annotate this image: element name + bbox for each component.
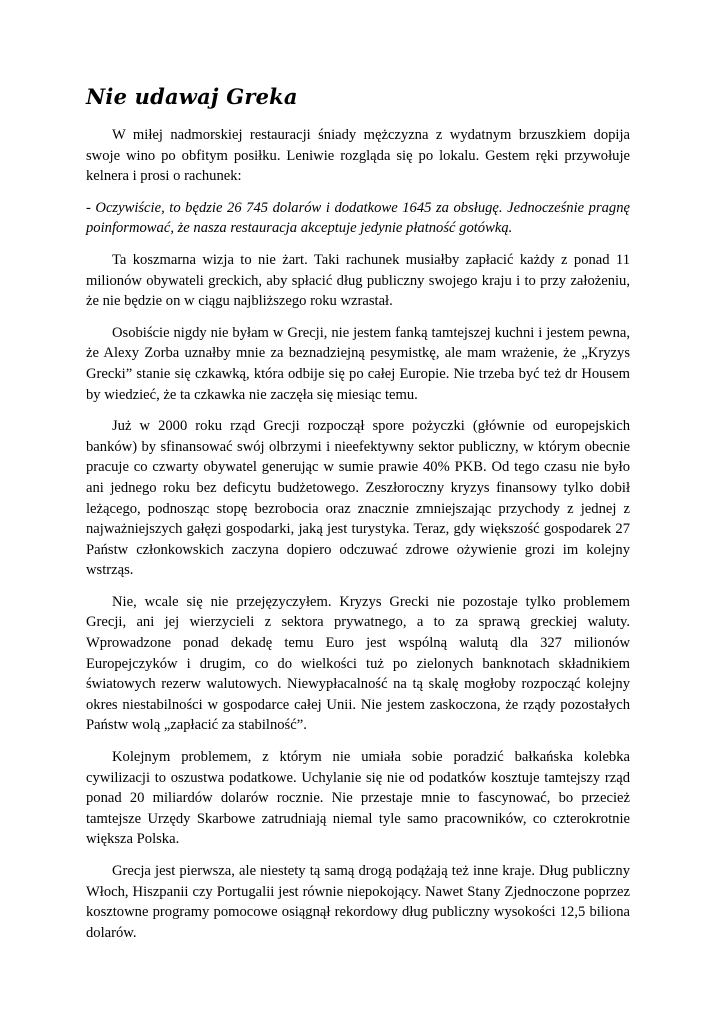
article-title: Nie udawaj Greka [86, 84, 298, 109]
paragraph-intro: W miłej nadmorskiej restauracji śniady mężczyzna z wydatnym brzuszkiem dopija swoje wino po obfitym posiłku. Leniwie rozgląda się po lokalu. Gestem ręki przywołuje kelnera i prosi o rachunek: [86, 127, 630, 185]
paragraph-quote: - Oczywiście, to będzie 26 745 dolarów i dodatkowe 1645 za obsługę. Jednocześnie pragnę poinformować, że nasza restauracja akceptuje jedynie płatność gotówką. [86, 199, 630, 237]
paragraph-6: Nie, wcale się nie przejęzyczyłem. Kryzys Grecki nie pozostaje tylko problemem Grecji, ani jej wierzycieli z sektora prywatnego, a to za sprawą greckiej waluty. Wprowadzone ponad dekadę temu Euro jest wspólną walutą dla 327 milionów Europejczyków i drugim, co do wielkości tuż po zielonych banknotach składnikiem światowych rezerw walutowych. Niewypłacalność na tą skalę mogłoby rozpocząć kolejny okres niestabilności w gospodarce całej Unii. Nie jestem zaskoczona, że rządy pozostałych Państw wolą „zapłacić za stabilność”. [86, 593, 630, 734]
paragraph-3: Ta koszmarna wizja to nie żart. Taki rachunek musiałby zapłacić każdy z ponad 11 milionów obywateli greckich, aby spłacić dług publiczny swojego kraju i to przy założeniu, że nie będzie on w ciągu najbliższego roku wzrastał. [86, 251, 630, 310]
article [86, 84, 630, 954]
paragraph-5: Już w 2000 roku rząd Grecji rozpoczął spore pożyczki (głównie od europejskich banków) by sfinansować swój olbrzymi i nieefektywny sektor publiczny, w którym obecnie pracuje co czwarty obywatel generując w sumie prawie 40% PKB. Od tego czasu nie było ani jednego roku bez deficytu budżetowego. Zeszłoroczny kryzys finansowy tylko dobił leżącego, podnosząc stopę bezrobocia oraz znacznie zmniejszając przychody z jednej z najważniejszych gałęzi gospodarki, jaką jest turystyka. Teraz, gdy większość gospodarek 27 Państw członkowskich zaczyna dopiero odczuwać zdrowe ożywienie grozi im kolejny wstrząs. [86, 418, 630, 579]
paragraph-7: Kolejnym problemem, z którym nie umiała sobie poradzić bałkańska kolebka cywilizacji to oszustwa podatkowe. Uchylanie się nie od podatków kosztuje tamtejszy rząd ponad 20 miliardów dolarów rocznie. Nie przestaje mnie to fascynować, bo przecież tamtejsze Urzędy Skarbowe zatrudniają niemal tyle samo pracowników, co czterokrotnie większa Polska. [86, 749, 630, 848]
paragraph-4: Osobiście nigdy nie byłam w Grecji, nie jestem fanką tamtejszej kuchni i jestem pewna, że Alexy Zorba uznałby mnie za beznadziejną pesymistkę, ale mam wrażenie, że „Kryzys Grecki” stanie się czkawką, która odbije się po całej Europie. Nie trzeba być też dr Housem by wiedzieć, że ta czkawka nie zaczęła się miesiąc temu. [86, 324, 630, 403]
paragraph-8: Grecja jest pierwsza, ale niestety tą samą drogą podążają też inne kraje. Dług publiczny Włoch, Hiszpanii czy Portugalii jest równie niepokojący. Nawet Stany Zjednoczone poprzez kosztowne programy pomocowe osiągnął rekordowy dług publiczny wysokości 12,5 biliona dolarów. [86, 863, 630, 941]
